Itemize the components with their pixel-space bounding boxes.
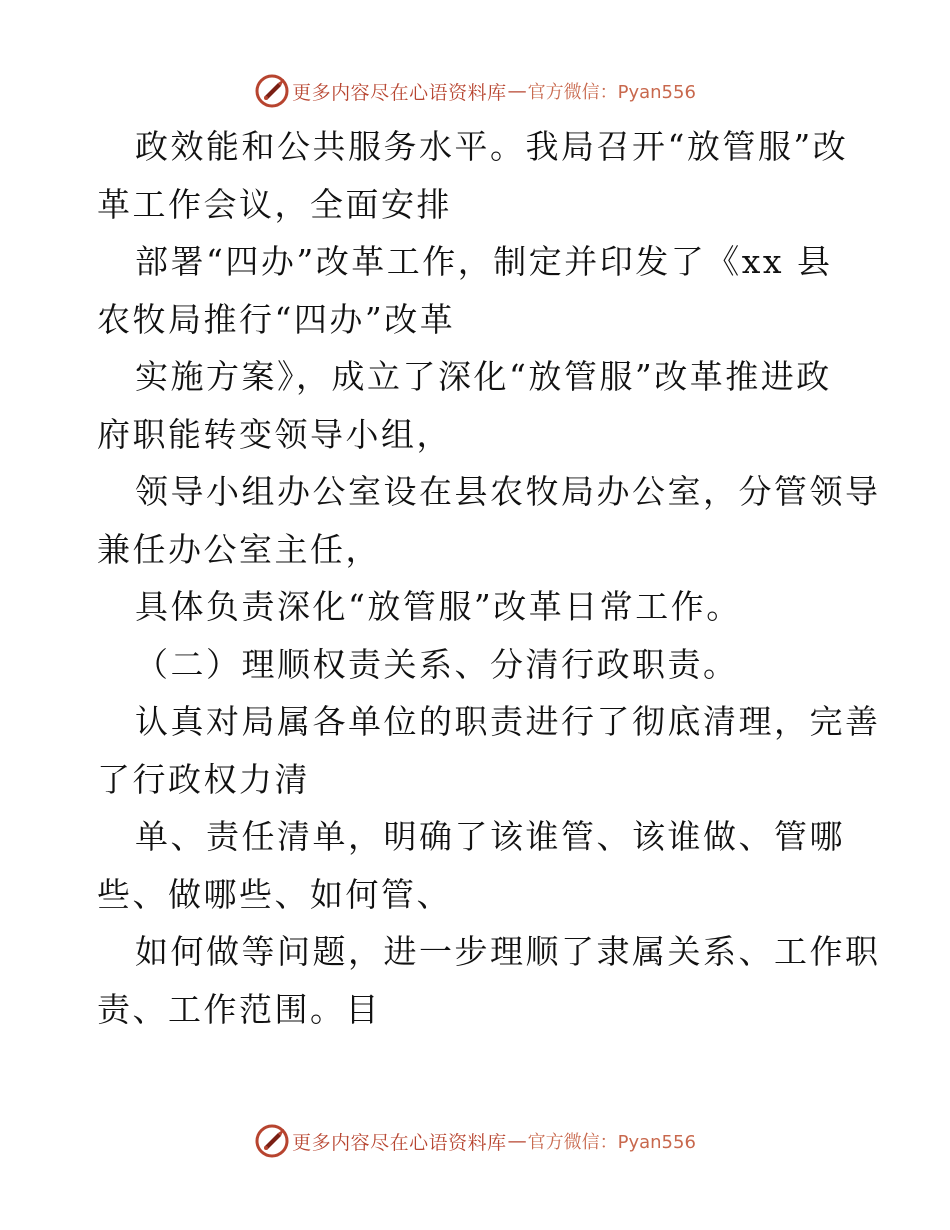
text-line: 认真对局属各单位的职责进行了彻底清理，完善	[135, 702, 881, 741]
text-line: 政效能和公共服务水平。我局召开“放管服”改	[135, 127, 849, 166]
text-line: 单、责任清单，明确了该谁管、该谁做、管哪	[135, 817, 845, 856]
footer-banner-main-text: 更多内容尽在心语资料库	[292, 1131, 507, 1154]
brand-logo-icon	[254, 1123, 290, 1159]
text-line: 实施方案》，成立了深化“放管服”改革推进政	[135, 357, 832, 396]
text-line: 革工作会议，全面安排	[97, 184, 452, 224]
header-banner-wechat-text: 官方微信：Pyan556	[527, 82, 696, 103]
text-line: 府职能转变领导小组，	[97, 414, 452, 454]
section-heading: （二）理顺权责关系、分清行政职责。	[135, 644, 739, 684]
header-banner	[0, 71, 950, 111]
header-banner-main-text: 更多内容尽在心语资料库	[292, 81, 507, 104]
text-line: 具体负责深化“放管服”改革日常工作。	[135, 587, 742, 626]
text-line: 责、工作范围。目	[97, 989, 381, 1029]
brand-logo-icon	[254, 73, 290, 109]
text-line: 农牧局推行“四办”改革	[97, 299, 456, 339]
text-line: 部署“四办”改革工作，制定并印发了《xx 县	[135, 242, 833, 281]
text-line: 了行政权力清	[97, 759, 310, 799]
footer-banner-wechat-text: 官方微信：Pyan556	[527, 1132, 696, 1153]
text-line: 兼任办公室主任，	[97, 529, 381, 569]
document-body	[97, 118, 881, 1038]
footer-banner	[0, 1121, 950, 1161]
text-line: 领导小组办公室设在县农牧局办公室，分管领导	[135, 472, 881, 511]
header-banner-dash: —	[507, 80, 527, 102]
text-line: 些、做哪些、如何管、	[97, 874, 452, 914]
footer-banner-dash: —	[507, 1130, 527, 1152]
text-line: 如何做等问题，进一步理顺了隶属关系、工作职	[135, 932, 881, 971]
